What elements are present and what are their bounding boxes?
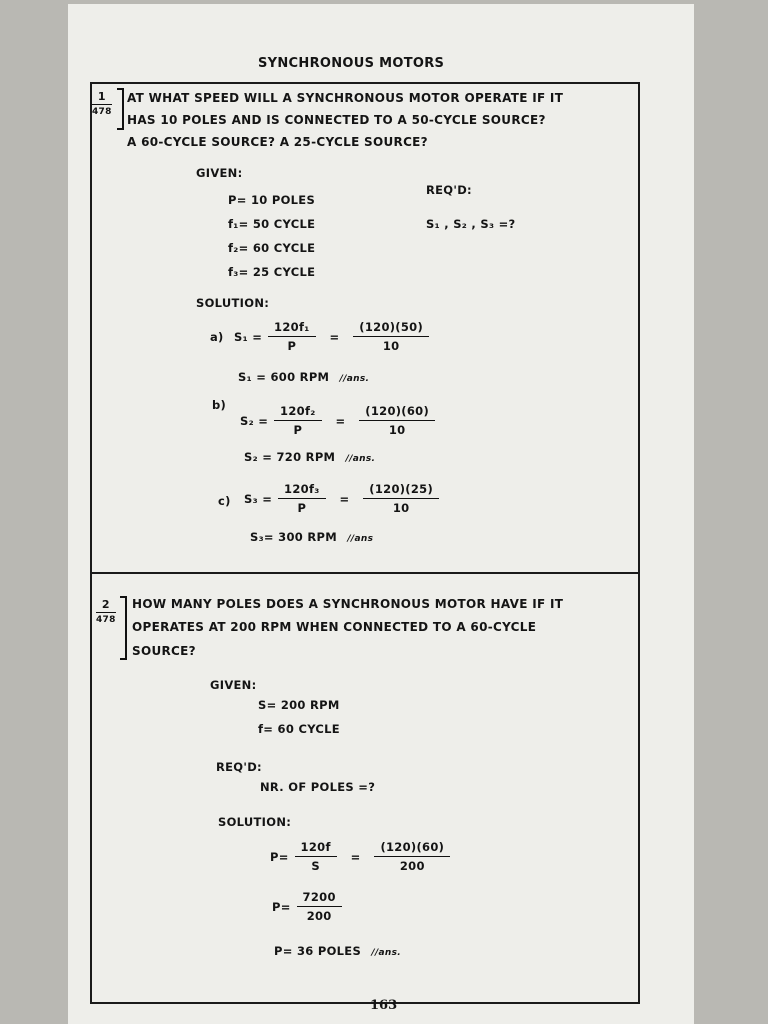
part-a-lhs: S₁ = — [234, 330, 263, 344]
denominator: P — [287, 339, 297, 353]
part-c-result — [250, 530, 373, 544]
denominator: P — [297, 501, 307, 515]
answer-mark: //ans. — [371, 948, 401, 958]
reqd-value: S₁ , S₂ , S₃ =? — [426, 217, 516, 231]
part-a-equation — [234, 320, 429, 353]
part-c-tag: c) — [218, 494, 231, 508]
numerator: 120f₃ — [278, 482, 326, 499]
denominator: 200 — [306, 909, 332, 923]
numerator: (120)(60) — [374, 840, 450, 857]
part-a-tag: a) — [210, 330, 224, 344]
step-1-equation — [270, 840, 450, 873]
denominator: 10 — [382, 339, 400, 353]
problem-number: 1 — [92, 90, 112, 105]
numerator: 120f₂ — [274, 404, 322, 421]
part-a-fraction-2 — [353, 320, 429, 353]
given-poles: P= 10 POLES — [228, 193, 316, 207]
equals-sign: = — [339, 492, 350, 506]
answer-mark: //ans. — [345, 454, 376, 464]
page-title: SYNCHRONOUS MOTORS — [258, 56, 445, 71]
equals-sign: = — [329, 330, 340, 344]
problem-1-bracket — [117, 88, 124, 130]
result-value: S₁ = 600 RPM — [238, 370, 330, 384]
problem-1-number — [92, 90, 112, 119]
problem-2-result — [274, 944, 401, 958]
part-a-fraction-1 — [268, 320, 316, 353]
problem-divider — [92, 572, 638, 574]
solution-label: SOLUTION: — [218, 815, 292, 829]
part-c-lhs: S₃ = — [244, 492, 273, 506]
part-c-fraction-1 — [278, 482, 326, 515]
result-value: S₃= 300 RPM — [250, 530, 337, 544]
problem-1-question-line-3: A 60-CYCLE SOURCE? A 25-CYCLE SOURCE? — [127, 135, 428, 149]
given-label: GIVEN: — [196, 166, 243, 180]
step-1-fraction-2 — [374, 840, 450, 873]
denominator: P — [293, 423, 303, 437]
problem-number: 2 — [96, 598, 116, 613]
given-f1: f₁= 50 CYCLE — [228, 217, 316, 231]
problem-1-question-line-1: AT WHAT SPEED WILL A SYNCHRONOUS MOTOR OPERATE IF IT — [127, 91, 564, 105]
step-2-lhs: P= — [272, 900, 291, 914]
denominator: S — [311, 859, 320, 873]
step-1-lhs: P= — [270, 850, 289, 864]
part-a-result — [238, 370, 369, 384]
problem-2-bracket — [120, 596, 127, 660]
numerator: 120f₁ — [268, 320, 316, 337]
result-value: S₂ = 720 RPM — [244, 450, 336, 464]
given-speed: S= 200 RPM — [258, 698, 340, 712]
given-f3: f₃= 25 CYCLE — [228, 265, 316, 279]
step-2-equation — [272, 890, 342, 923]
part-b-tag: b) — [212, 398, 227, 412]
part-b-result — [244, 450, 375, 464]
problem-2-question-line-1: HOW MANY POLES DOES A SYNCHRONOUS MOTOR HAVE IF IT — [132, 597, 564, 611]
page-number: 163 — [370, 998, 398, 1013]
part-c-equation — [244, 482, 439, 515]
problem-reference: 478 — [92, 107, 112, 117]
problem-2-question-line-2: OPERATES AT 200 RPM WHEN CONNECTED TO A 60-CYCLE — [132, 620, 537, 634]
step-1-fraction-1 — [295, 840, 337, 873]
denominator: 10 — [388, 423, 406, 437]
equals-sign: = — [350, 850, 361, 864]
part-b-fraction-2 — [359, 404, 435, 437]
given-frequency: f= 60 CYCLE — [258, 722, 340, 736]
numerator: (120)(50) — [353, 320, 429, 337]
denominator: 10 — [392, 501, 410, 515]
equals-sign: = — [335, 414, 346, 428]
reqd-label: REQ'D: — [426, 183, 472, 197]
problem-reference: 478 — [96, 615, 116, 625]
given-f2: f₂= 60 CYCLE — [228, 241, 316, 255]
part-b-equation — [240, 404, 435, 437]
given-label: GIVEN: — [210, 678, 257, 692]
problem-2-number — [96, 598, 116, 627]
problem-2-question-line-3: SOURCE? — [132, 644, 196, 658]
denominator: 200 — [399, 859, 425, 873]
numerator: (120)(60) — [359, 404, 435, 421]
numerator: (120)(25) — [363, 482, 439, 499]
problem-1-question-line-2: HAS 10 POLES AND IS CONNECTED TO A 50-CYCLE SOURCE? — [127, 113, 546, 127]
part-b-fraction-1 — [274, 404, 322, 437]
result-value: P= 36 POLES — [274, 944, 362, 958]
numerator: 7200 — [297, 890, 342, 907]
step-2-fraction — [297, 890, 342, 923]
part-c-fraction-2 — [363, 482, 439, 515]
part-b-lhs: S₂ = — [240, 414, 269, 428]
numerator: 120f — [295, 840, 337, 857]
reqd-value: NR. OF POLES =? — [260, 780, 376, 794]
answer-mark: //ans — [347, 534, 374, 544]
reqd-label: REQ'D: — [216, 760, 262, 774]
answer-mark: //ans. — [339, 374, 370, 384]
solution-label: SOLUTION: — [196, 296, 270, 310]
